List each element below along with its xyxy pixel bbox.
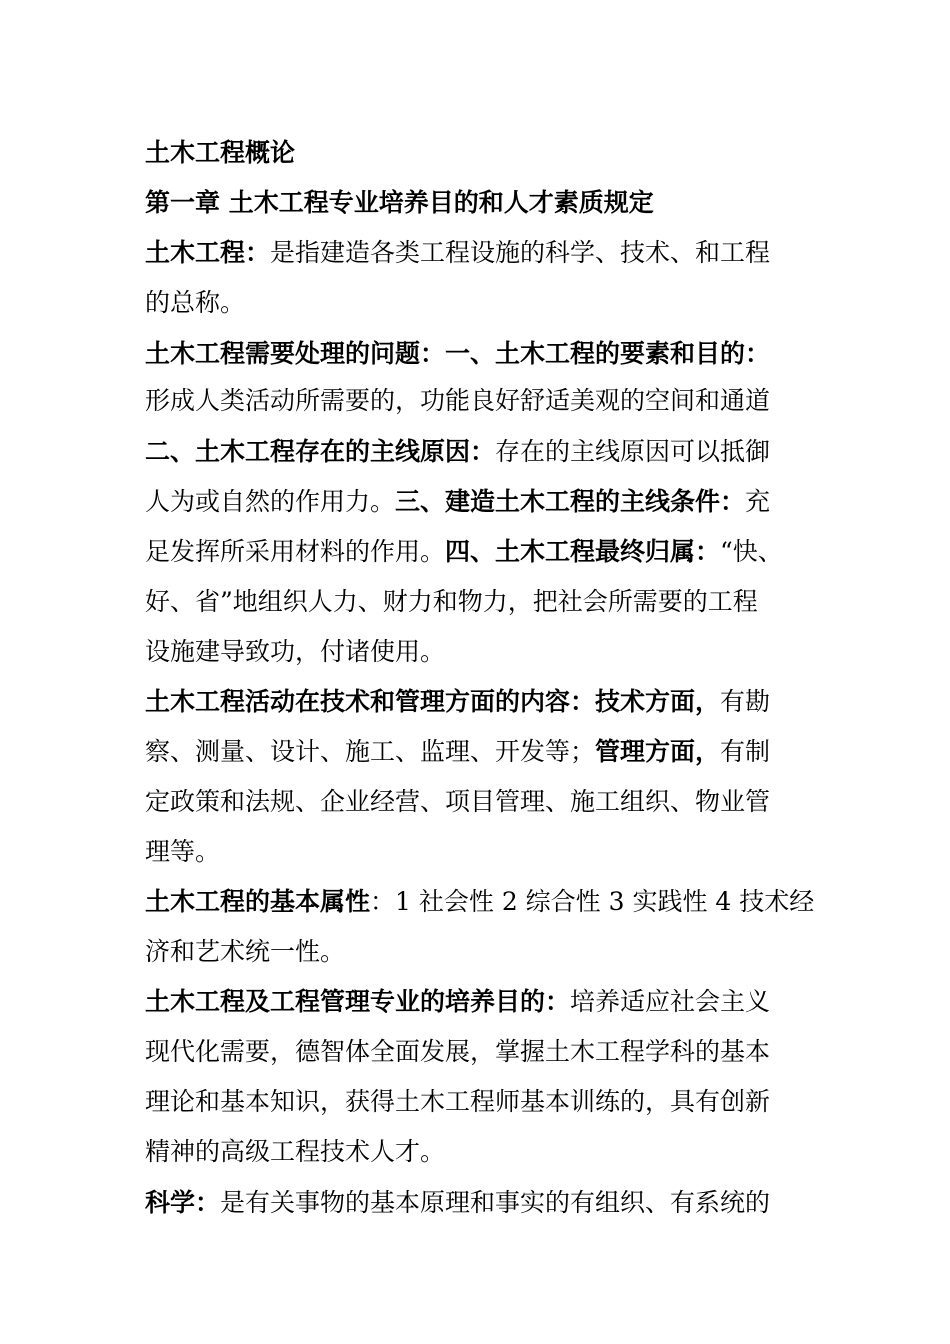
document-title: 土木工程概论 — [145, 138, 296, 167]
body-text: 是有关事物的基本原理和事实的有组织、有系统的 — [220, 1188, 771, 1217]
bold-term: 三、建造土木工程的主线条件： — [395, 487, 746, 516]
bold-term: 土木工程的基本属性 — [145, 887, 371, 916]
text-line — [145, 637, 445, 667]
body-text: 人为或自然的作用力。 — [145, 487, 396, 516]
body-text: ：1 社会性 2 综合性 3 实践性 4 技术经 — [370, 887, 815, 916]
text-line — [145, 386, 770, 416]
body-text: 存在的主线原因可以抵御 — [495, 437, 771, 466]
body-text: 足发挥所采用材料的作用。 — [145, 537, 446, 566]
body-text: 培养适应社会主义 — [570, 987, 771, 1016]
text-line — [145, 238, 770, 268]
body-text: 有勘 — [720, 687, 771, 716]
body-text: 好、省”地组织人力、财力和物力，把社会所需要的工程 — [145, 587, 758, 616]
text-line — [145, 1037, 770, 1067]
chapter-heading: 第一章 土木工程专业培养目的和人才素质规定 — [145, 188, 654, 217]
text-line — [145, 1137, 445, 1167]
text-line — [145, 587, 758, 617]
text-line — [145, 537, 783, 567]
text-line — [145, 437, 770, 467]
text-line — [145, 837, 220, 867]
text-line — [145, 987, 770, 1017]
body-text: 济和艺术统一性。 — [145, 937, 346, 966]
text-line — [145, 1188, 770, 1218]
bold-term: 土木工程活动在技术和管理方面的内容：技术方面， — [145, 687, 721, 716]
body-text: “快、 — [720, 537, 783, 566]
body-text: 形成人类活动所需要的，功能良好舒适美观的空间和通道 — [145, 386, 771, 415]
bold-term: 四、土木工程最终归属： — [445, 537, 721, 566]
body-text: 精神的高级工程技术人才。 — [145, 1137, 446, 1166]
bold-term: 二、土木工程存在的主线原因： — [145, 437, 496, 466]
bold-term: 科学： — [145, 1188, 221, 1217]
bold-term: 土木工程： — [145, 238, 271, 267]
body-text: 理论和基本知识，获得土木工程师基本训练的，具有创新 — [145, 1087, 771, 1116]
bold-term: 土木工程需要处理的问题：一、土木工程的要素和目的： — [145, 339, 771, 368]
body-text: 有制 — [720, 737, 771, 766]
text-line — [145, 787, 770, 817]
text-line — [145, 687, 770, 717]
body-text: 理等。 — [145, 837, 221, 866]
bold-term: 管理方面， — [595, 737, 721, 766]
body-text: 设施建导致功，付诸使用。 — [145, 637, 446, 666]
body-text: 现代化需要，德智体全面发展，掌握土木工程学科的基本 — [145, 1037, 771, 1066]
text-line — [145, 288, 245, 318]
text-line — [145, 1087, 770, 1117]
body-text: 定政策和法规、企业经营、项目管理、施工组织、物业管 — [145, 787, 771, 816]
text-line — [145, 487, 770, 517]
body-text: 是指建造各类工程设施的科学、技术、和工程 — [270, 238, 771, 267]
text-line — [145, 887, 814, 917]
bold-term: 土木工程及工程管理专业的培养目的： — [145, 987, 571, 1016]
body-text: 察、测量、设计、施工、监理、开发等； — [145, 737, 596, 766]
text-line — [145, 937, 345, 967]
text-line — [145, 737, 770, 767]
body-text: 的总称。 — [145, 288, 246, 317]
text-line — [145, 339, 770, 369]
body-text: 充 — [745, 487, 771, 516]
